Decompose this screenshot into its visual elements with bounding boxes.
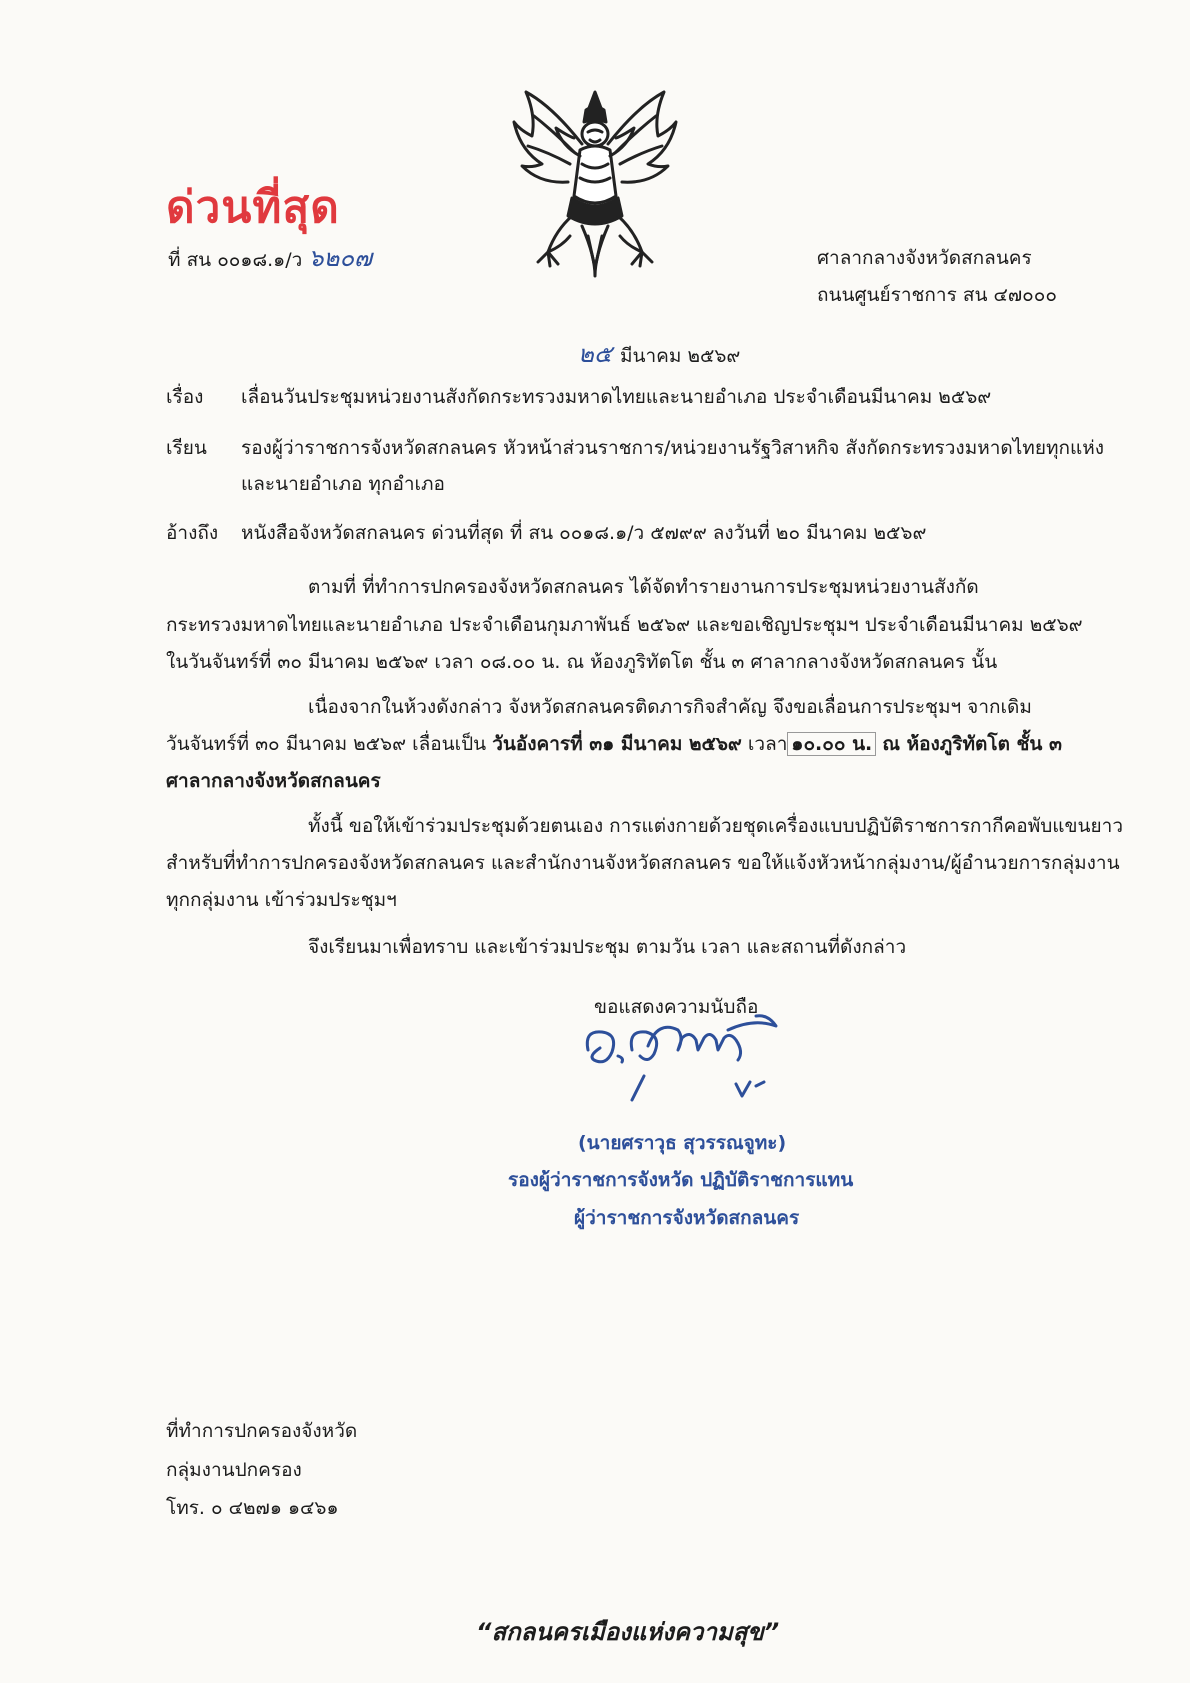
province-slogan: “สกลนครเมืองแห่งความสุข” <box>476 1618 780 1646</box>
paragraph-2-line-1: เนื่องจากในห้วงดังกล่าว จังหวัดสกลนครติดภารกิจสำคัญ จึงขอเลื่อนการประชุมฯ จากเดิม <box>308 696 1032 718</box>
recipient-line-2: และนายอำเภอ ทุกอำเภอ <box>241 473 445 495</box>
paragraph-3-line-2: สำหรับที่ทำการปกครองจังหวัดสกลนคร และสำนักงานจังหวัดสกลนคร ขอให้แจ้งหัวหน้ากลุ่มงาน/ผู้อำนวยการกลุ่มงาน <box>166 852 1120 874</box>
paragraph-4: จึงเรียนมาเพื่อทราบ และเข้าร่วมประชุม ตามวัน เวลา และสถานที่ดังกล่าว <box>308 936 907 958</box>
recipient-line-1: รองผู้ว่าราชการจังหวัดสกลนคร หัวหน้าส่วนราชการ/หน่วยงานรัฐวิสาหกิจ สังกัดกระทรวงมหาดไทยทุกแห่ง <box>241 437 1105 459</box>
new-time-text: ๑๐.๐๐ น. <box>787 732 876 756</box>
footer-phone: โทร. ๐ ๔๒๗๑ ๑๔๖๑ <box>166 1497 339 1519</box>
signatory-name: (นายศราวุธ สุวรรณจูทะ) <box>578 1132 787 1154</box>
date-month-year: มีนาคม ๒๕๖๙ <box>619 345 741 367</box>
footer-division: กลุ่มงานปกครอง <box>166 1459 302 1481</box>
time-label: เวลา <box>747 733 788 755</box>
closing-regards: ขอแสดงความนับถือ <box>594 996 759 1018</box>
document-number-prefix: ที่ สน ๐๐๑๘.๑/ว <box>168 249 303 271</box>
reference-label: อ้างถึง <box>166 522 219 544</box>
garuda-emblem-icon <box>512 86 678 280</box>
signatory-position-2: ผู้ว่าราชการจังหวัดสกลนคร <box>574 1207 800 1229</box>
new-venue-text: ณ ห้องภูริทัตโต ชั้น ๓ <box>882 733 1063 755</box>
document-date <box>578 334 740 373</box>
subject-text: เลื่อนวันประชุมหน่วยงานสังกัดกระทรวงมหาดไทยและนายอำเภอ ประจำเดือนมีนาคม ๒๕๖๙ <box>241 386 992 408</box>
agency-address: ถนนศูนย์ราชการ สน ๔๗๐๐๐ <box>817 284 1057 306</box>
original-date-text: วันจันทร์ที่ ๓๐ มีนาคม ๒๕๖๙ เลื่อนเป็น <box>166 733 487 755</box>
reference-text: หนังสือจังหวัดสกลนคร ด่วนที่สุด ที่ สน ๐๐๑๘.๑/ว ๕๗๙๙ ลงวันที่ ๒๐ มีนาคม ๒๕๖๙ <box>241 522 927 544</box>
paragraph-2-line-3: ศาลากลางจังหวัดสกลนคร <box>166 770 381 792</box>
handwritten-signature <box>578 1010 818 1110</box>
document-number-handwritten: ๖๒๐๗ <box>308 244 373 272</box>
paragraph-1-line-1: ตามที่ ที่ทำการปกครองจังหวัดสกลนคร ได้จัดทำรายงานการประชุมหน่วยงานสังกัด <box>308 576 979 598</box>
paragraph-2-line-2 <box>166 729 1062 759</box>
recipient-label: เรียน <box>166 437 207 459</box>
document-number <box>168 238 372 277</box>
new-date-text: วันอังคารที่ ๓๑ มีนาคม ๒๕๖๙ <box>492 733 742 755</box>
subject-label: เรื่อง <box>166 386 204 408</box>
paragraph-3-line-1: ทั้งนี้ ขอให้เข้าร่วมประชุมด้วยตนเอง การแต่งกายด้วยชุดเครื่องแบบปฏิบัติราชการกากีคอพับแขนยาว <box>308 815 1123 837</box>
agency-name: ศาลากลางจังหวัดสกลนคร <box>817 247 1032 269</box>
urgency-stamp: ด่วนที่สุด <box>166 182 340 233</box>
signatory-position-1: รองผู้ว่าราชการจังหวัด ปฏิบัติราชการแทน <box>508 1169 854 1191</box>
paragraph-1-line-2: กระทรวงมหาดไทยและนายอำเภอ ประจำเดือนกุมภาพันธ์ ๒๕๖๙ และขอเชิญประชุมฯ ประจำเดือนมีนาคม ๒๕๖๙ <box>166 614 1083 636</box>
footer-office: ที่ทำการปกครองจังหวัด <box>166 1420 358 1442</box>
date-day-handwritten: ๒๕ <box>578 340 612 368</box>
paragraph-1-line-3: ในวันจันทร์ที่ ๓๐ มีนาคม ๒๕๖๙ เวลา ๐๘.๐๐ น. ณ ห้องภูริทัตโต ชั้น ๓ ศาลากลางจังหวัดสกลนคร นั้น <box>166 651 998 673</box>
paragraph-3-line-3: ทุกกลุ่มงาน เข้าร่วมประชุมฯ <box>166 889 397 911</box>
